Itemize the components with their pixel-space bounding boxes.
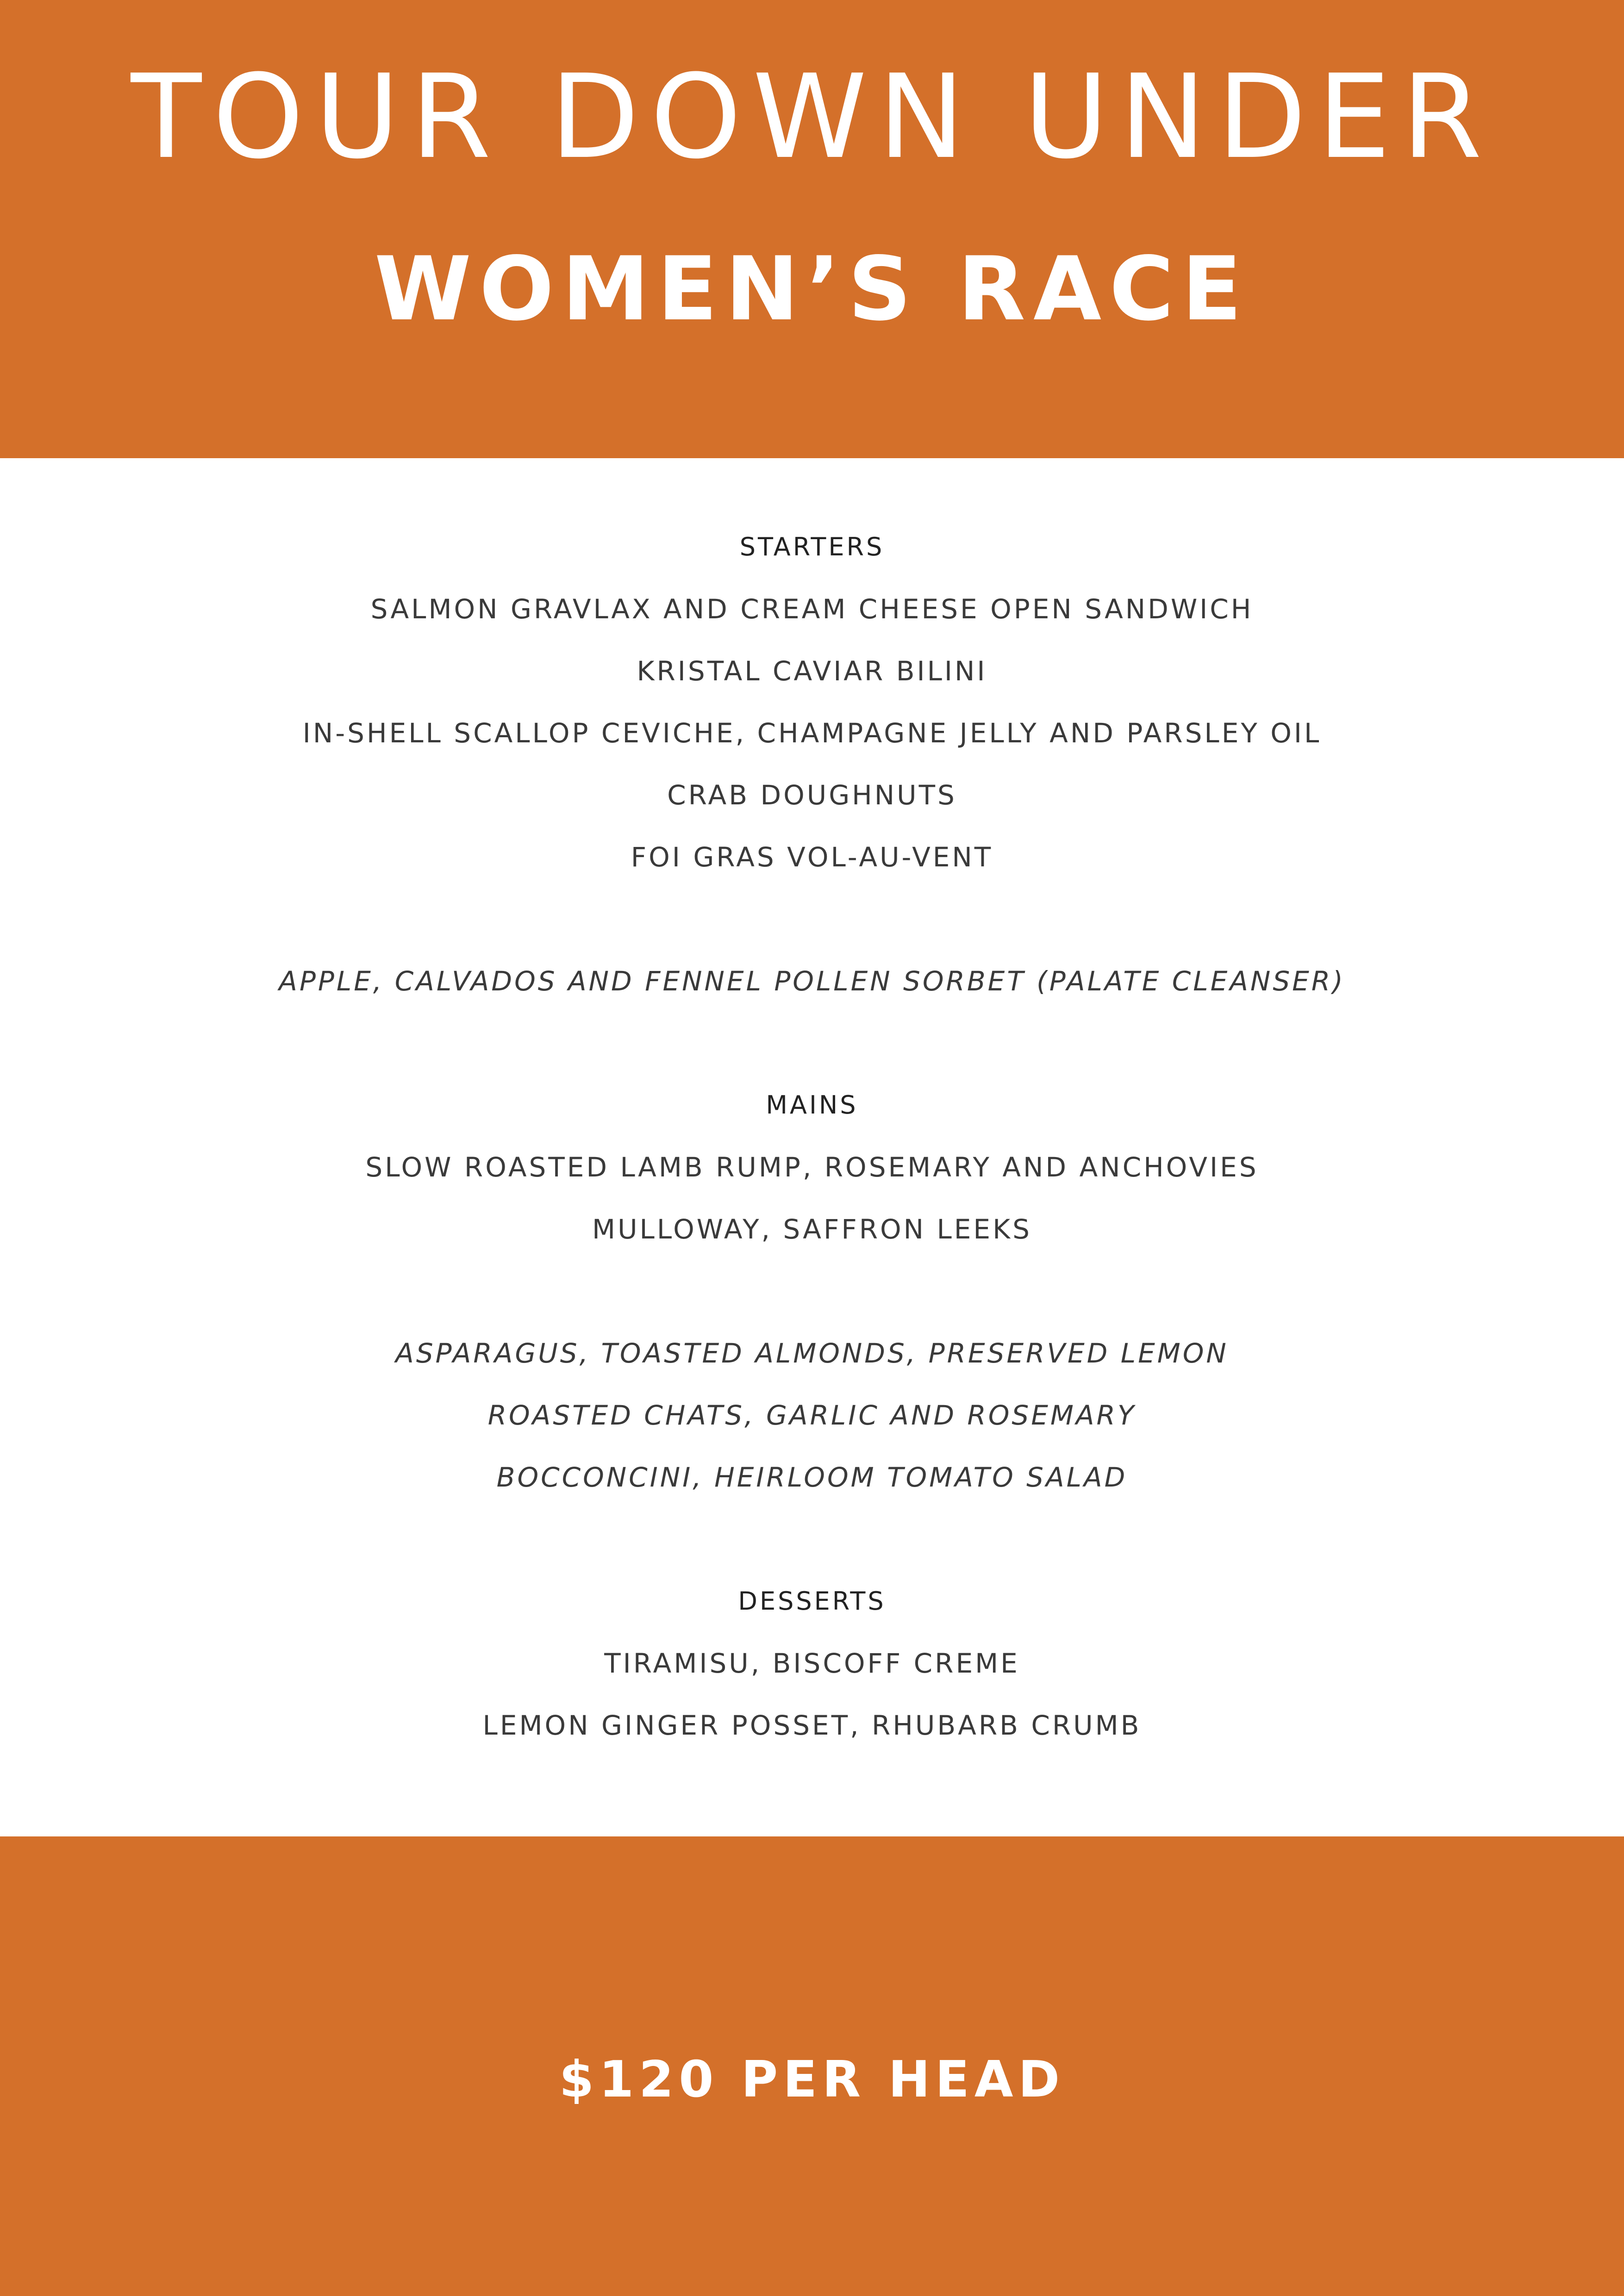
spacer — [0, 1508, 1624, 1570]
menu-item: CRAB DOUGHNUTS — [667, 779, 957, 811]
page-title: TOUR DOWN UNDER — [131, 50, 1493, 184]
menu-item: IN-SHELL SCALLOP CEVICHE, CHAMPAGNE JELLY AND PARSLEY OIL — [302, 717, 1322, 749]
menu-item: LEMON GINGER POSSET, RHUBARB CRUMB — [482, 1710, 1142, 1741]
side-item: ROASTED CHATS, GARLIC AND ROSEMARY — [487, 1400, 1137, 1431]
starters-heading: STARTERS — [739, 532, 885, 561]
side-item: ASPARAGUS, TOASTED ALMONDS, PRESERVED LEMON — [395, 1338, 1229, 1369]
menu-item: FOI GRAS VOL-AU-VENT — [631, 841, 993, 873]
menu-item: KRISTAL CAVIAR BILINI — [637, 655, 987, 687]
menu-item: SALMON GRAVLAX AND CREAM CHEESE OPEN SANDWICH — [370, 593, 1254, 625]
page-subtitle: WOMEN’S RACE — [374, 238, 1250, 340]
spacer — [0, 1012, 1624, 1074]
menu — [0, 516, 1624, 1756]
sides-section — [0, 1322, 1624, 1508]
desserts-section — [0, 1570, 1624, 1756]
menu-item: SLOW ROASTED LAMB RUMP, ROSEMARY AND ANCHOVIES — [365, 1151, 1259, 1183]
mains-heading: MAINS — [766, 1090, 858, 1120]
side-item: BOCCONCINI, HEIRLOOM TOMATO SALAD — [496, 1462, 1128, 1493]
spacer — [0, 1260, 1624, 1322]
palate-cleanser: APPLE, CALVADOS AND FENNEL POLLEN SORBET (PALATE CLEANSER) — [279, 965, 1345, 997]
mains-section — [0, 1074, 1624, 1260]
desserts-heading: DESSERTS — [738, 1587, 886, 1616]
menu-item: MULLOWAY, SAFFRON LEEKS — [592, 1213, 1032, 1245]
spacer — [0, 888, 1624, 950]
price-label: $120 PER HEAD — [559, 2051, 1065, 2109]
starters-section — [0, 516, 1624, 888]
menu-item: TIRAMISU, BISCOFF CREME — [604, 1648, 1020, 1679]
